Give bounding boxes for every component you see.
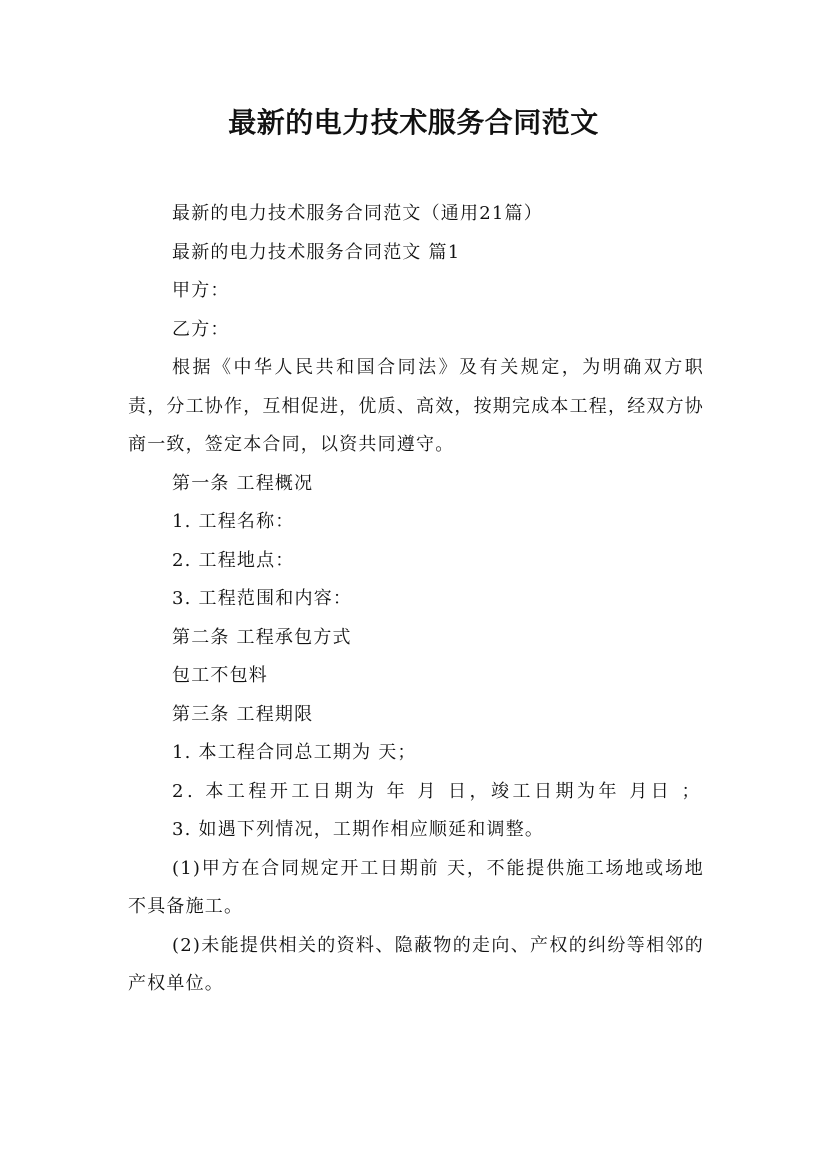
paragraph-clause-1-heading: 第一条 工程概况: [172, 472, 314, 494]
paragraph-project-location: 2. 工程地点：: [172, 549, 295, 571]
paragraph-project-scope: 3. 工程范围和内容：: [172, 588, 353, 609]
paragraph-clause-3-heading: 第三条 工程期限: [172, 703, 314, 725]
paragraph-project-name: 1. 工程名称：: [172, 511, 295, 532]
document-body: [128, 195, 704, 1004]
paragraph-party-a: 甲方：: [172, 280, 230, 301]
paragraph-condition-1: (1)甲方在合同规定开工日期前 天，不能提供施工场地或场地不具备施工。: [128, 857, 704, 917]
paragraph-preamble: 根据《中华人民共和国合同法》及有关规定，为明确双方职责，分工协作，互相促进，优质、高效，按期完成本工程，经双方协商一致，签定本合同，以资共同遵守。: [128, 357, 704, 455]
paragraph-subtitle: 最新的电力技术服务合同范文（通用21篇）: [172, 203, 543, 224]
paragraph-total-duration: 1. 本工程合同总工期为 天；: [172, 742, 417, 763]
paragraph-article-heading: 最新的电力技术服务合同范文 篇1: [172, 241, 461, 263]
paragraph-condition-2: (2)未能提供相关的资料、隐蔽物的走向、产权的纠纷等相邻的产权单位。: [128, 934, 704, 994]
paragraph-party-b: 乙方：: [172, 318, 230, 340]
paragraph-contract-method: 包工不包料: [172, 665, 268, 686]
paragraph-clause-2-heading: 第二条 工程承包方式: [172, 626, 352, 648]
document-title: 最新的电力技术服务合同范文: [228, 106, 599, 139]
paragraph-extension-conditions: 3. 如遇下列情况，工期作相应顺延和调整。: [172, 819, 545, 840]
paragraph-start-end-dates: 2. 本工程开工日期为 年 月 日，竣工日期为年 月日 ；: [172, 780, 704, 802]
